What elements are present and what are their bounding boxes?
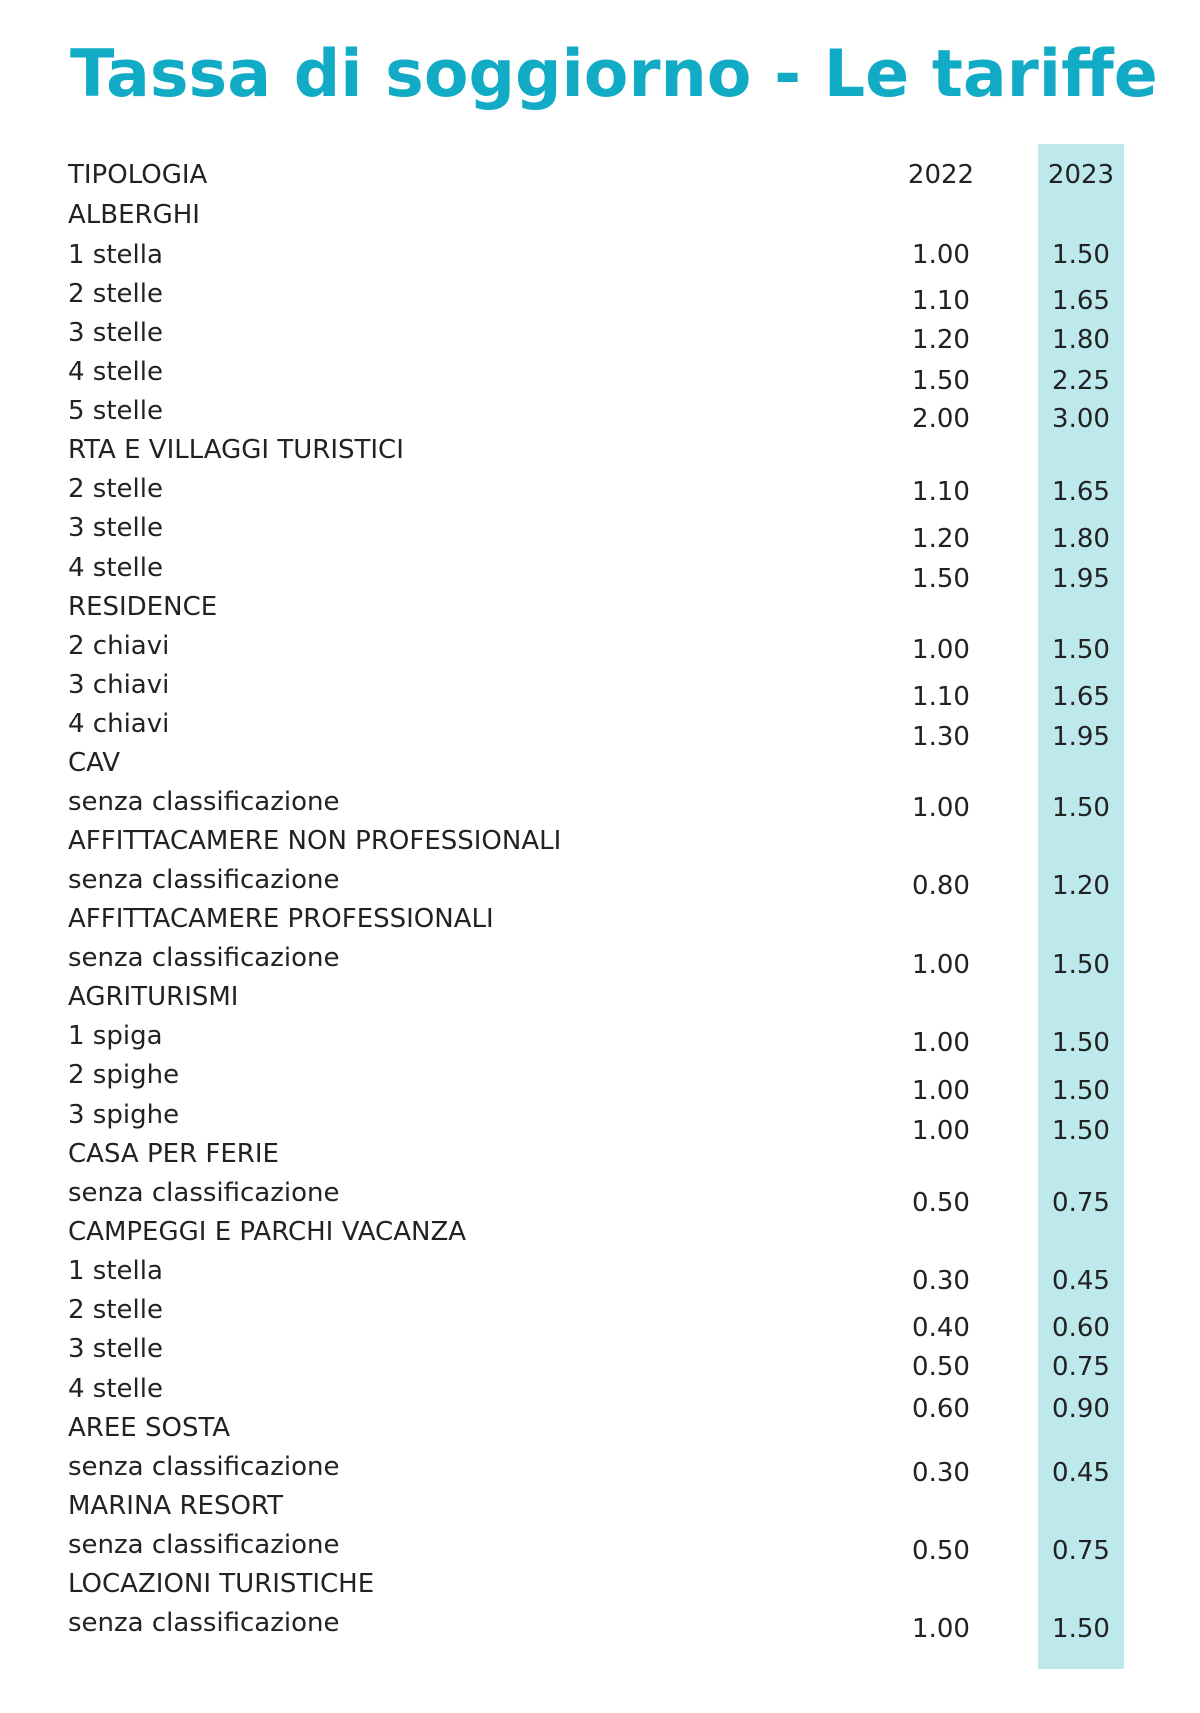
row-label: 1 stella <box>68 240 163 270</box>
value-2022: 0.50 <box>912 1536 970 1566</box>
value-2023: 1.20 <box>1052 871 1110 901</box>
value-2022: 1.00 <box>912 1116 970 1146</box>
value-2023: 1.50 <box>1052 1116 1110 1146</box>
value-2023: 1.50 <box>1052 1028 1110 1058</box>
category-label: CAMPEGGI E PARCHI VACANZA <box>68 1217 467 1247</box>
row-label: senza classificazione <box>68 787 340 817</box>
value-2023: 0.75 <box>1052 1536 1110 1566</box>
row-label: senza classificazione <box>68 1452 340 1482</box>
value-2022: 1.00 <box>912 1028 970 1058</box>
value-2022: 1.10 <box>912 477 970 507</box>
value-2022: 1.00 <box>912 1076 970 1106</box>
row-label: 3 chiavi <box>68 670 170 700</box>
value-2023: 1.50 <box>1052 950 1110 980</box>
value-2023: 1.50 <box>1052 1076 1110 1106</box>
value-2023: 1.65 <box>1052 477 1110 507</box>
row-label: 2 stelle <box>68 474 163 504</box>
header-tipologia: TIPOLOGIA <box>68 160 208 190</box>
value-2023: 0.75 <box>1052 1188 1110 1218</box>
row-label: 1 spiga <box>68 1021 163 1051</box>
row-label: senza classificazione <box>68 1178 340 1208</box>
value-2022: 0.30 <box>912 1266 970 1296</box>
value-2023: 1.65 <box>1052 682 1110 712</box>
value-2022: 0.40 <box>912 1313 970 1343</box>
header-2022: 2022 <box>907 160 975 190</box>
row-label: 1 stella <box>68 1256 163 1286</box>
row-label: 3 stelle <box>68 1334 163 1364</box>
value-2022: 2.00 <box>912 404 970 434</box>
value-2023: 1.95 <box>1052 564 1110 594</box>
value-2023: 0.75 <box>1052 1352 1110 1382</box>
category-label: AGRITURISMI <box>68 982 239 1012</box>
value-2022: 0.50 <box>912 1352 970 1382</box>
row-label: senza classificazione <box>68 1608 340 1638</box>
row-label: senza classificazione <box>68 1530 340 1560</box>
value-2023: 1.50 <box>1052 793 1110 823</box>
value-2022: 1.50 <box>912 564 970 594</box>
value-2023: 0.45 <box>1052 1266 1110 1296</box>
row-label: 3 spighe <box>68 1100 180 1130</box>
page-title: Tassa di soggiorno - Le tariffe <box>70 37 1158 112</box>
value-2023: 1.65 <box>1052 286 1110 316</box>
value-2022: 1.20 <box>912 325 970 355</box>
category-label: MARINA RESORT <box>68 1491 283 1521</box>
value-2023: 2.25 <box>1052 366 1110 396</box>
value-2022: 0.80 <box>912 871 970 901</box>
category-label: ALBERGHI <box>68 200 200 230</box>
row-label: 2 stelle <box>68 1295 163 1325</box>
row-label: 5 stelle <box>68 396 163 426</box>
row-label: 4 chiavi <box>68 709 170 739</box>
value-2023: 0.60 <box>1052 1313 1110 1343</box>
table-header-row <box>0 155 1200 195</box>
value-2022: 1.10 <box>912 286 970 316</box>
row-label: 2 chiavi <box>68 631 170 661</box>
value-2022: 1.20 <box>912 524 970 554</box>
value-2022: 1.00 <box>912 950 970 980</box>
value-2023: 1.50 <box>1052 240 1110 270</box>
row-label: 2 stelle <box>68 279 163 309</box>
value-2023: 0.45 <box>1052 1458 1110 1488</box>
category-label: AFFITTACAMERE NON PROFESSIONALI <box>68 826 562 856</box>
value-2023: 0.90 <box>1052 1394 1110 1424</box>
category-label: RTA E VILLAGGI TURISTICI <box>68 435 404 465</box>
value-2022: 0.60 <box>912 1394 970 1424</box>
category-label: AFFITTACAMERE PROFESSIONALI <box>68 904 494 934</box>
row-label: senza classificazione <box>68 943 340 973</box>
value-2022: 1.10 <box>912 682 970 712</box>
value-2022: 1.00 <box>912 240 970 270</box>
value-2022: 1.50 <box>912 366 970 396</box>
value-2022: 1.00 <box>912 1614 970 1644</box>
value-2023: 1.80 <box>1052 524 1110 554</box>
row-label: 2 spighe <box>68 1060 180 1090</box>
category-label: CASA PER FERIE <box>68 1139 279 1169</box>
category-label: RESIDENCE <box>68 592 218 622</box>
value-2022: 1.30 <box>912 722 970 752</box>
category-label: CAV <box>68 748 121 778</box>
category-label: AREE SOSTA <box>68 1413 231 1443</box>
value-2022: 0.30 <box>912 1458 970 1488</box>
category-label: LOCAZIONI TURISTICHE <box>68 1569 375 1599</box>
value-2022: 0.50 <box>912 1188 970 1218</box>
row-label: 4 stelle <box>68 1374 163 1404</box>
value-2023: 1.50 <box>1052 635 1110 665</box>
row-label: 4 stelle <box>68 357 163 387</box>
row-label: 3 stelle <box>68 318 163 348</box>
value-2022: 1.00 <box>912 793 970 823</box>
row-label: 3 stelle <box>68 513 163 543</box>
value-2023: 1.95 <box>1052 722 1110 752</box>
header-2023: 2023 <box>1047 160 1115 190</box>
value-2023: 1.50 <box>1052 1614 1110 1644</box>
value-2022: 1.00 <box>912 635 970 665</box>
value-2023: 3.00 <box>1052 404 1110 434</box>
row-label: 4 stelle <box>68 553 163 583</box>
row-label: senza classificazione <box>68 865 340 895</box>
value-2023: 1.80 <box>1052 325 1110 355</box>
